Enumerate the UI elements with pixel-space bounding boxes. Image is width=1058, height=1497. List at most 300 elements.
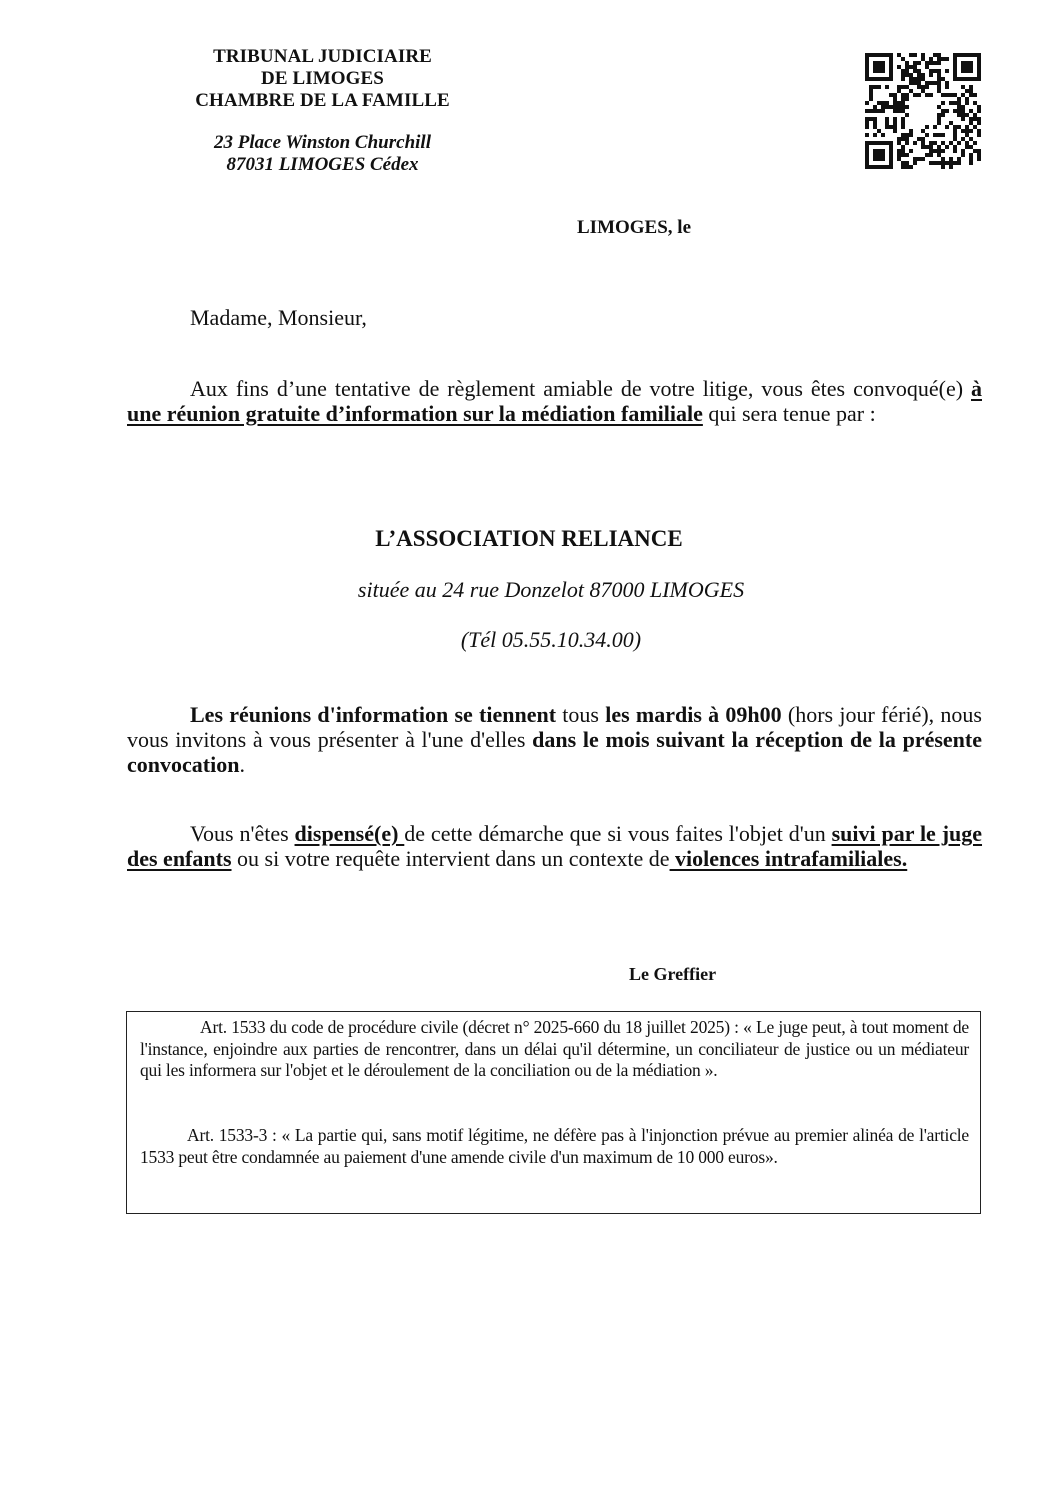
qr-module (953, 93, 957, 97)
qr-module (877, 157, 881, 161)
qr-module (901, 137, 905, 141)
qr-module (897, 53, 901, 57)
qr-module (969, 61, 973, 65)
qr-module (929, 153, 933, 157)
qr-module (953, 129, 957, 133)
qr-module (969, 117, 973, 121)
qr-module (933, 161, 937, 165)
qr-module (925, 65, 929, 69)
qr-module (961, 113, 965, 117)
qr-module (929, 81, 933, 85)
qr-module (925, 61, 929, 65)
qr-module (961, 53, 965, 57)
qr-module (873, 69, 877, 73)
qr-module (961, 85, 965, 89)
qr-module (873, 121, 877, 125)
qr-module (897, 85, 901, 89)
qr-module (965, 133, 969, 137)
qr-module (897, 157, 901, 161)
qr-module (977, 57, 981, 61)
qr-module (933, 53, 937, 57)
qr-module (961, 153, 965, 157)
qr-module (953, 65, 957, 69)
p2-s1: Les réunions d'information se tiennent (190, 702, 557, 727)
qr-module (949, 93, 953, 97)
qr-module (901, 149, 905, 153)
qr-module (901, 101, 905, 105)
qr-module (937, 161, 941, 165)
qr-module (893, 93, 897, 97)
qr-module (933, 149, 937, 153)
qr-module (969, 121, 973, 125)
qr-module (889, 153, 893, 157)
qr-module (957, 101, 961, 105)
qr-module (921, 137, 925, 141)
qr-module (905, 165, 909, 169)
qr-module (977, 157, 981, 161)
qr-module (881, 133, 885, 137)
qr-module (905, 97, 909, 101)
qr-module (969, 157, 973, 161)
qr-module (881, 109, 885, 113)
qr-module (885, 121, 889, 125)
qr-module (965, 77, 969, 81)
court-address-line-2: 87031 LIMOGES Cédex (226, 154, 419, 175)
qr-module (973, 93, 977, 97)
qr-module (865, 133, 869, 137)
qr-module (937, 89, 941, 93)
qr-module (901, 165, 905, 169)
qr-module (909, 129, 913, 133)
qr-module (921, 157, 925, 161)
qr-module (901, 121, 905, 125)
qr-module (913, 65, 917, 69)
qr-module (921, 57, 925, 61)
qr-module (897, 109, 901, 113)
qr-module (901, 125, 905, 129)
qr-module (937, 153, 941, 157)
p1-text-after: qui sera tenue par : (702, 401, 876, 426)
qr-module (877, 101, 881, 105)
qr-module (953, 101, 957, 105)
qr-module (881, 53, 885, 57)
qr-module (877, 129, 881, 133)
qr-module (937, 69, 941, 73)
qr-module (917, 73, 921, 77)
qr-module (917, 93, 921, 97)
convocation-paragraph (127, 376, 982, 426)
qr-module (969, 137, 973, 141)
qr-module (873, 133, 877, 137)
qr-module (901, 93, 905, 97)
qr-module (977, 61, 981, 65)
qr-module (873, 61, 877, 65)
qr-module (937, 113, 941, 117)
qr-module (889, 73, 893, 77)
association-phone: (Tél 05.55.10.34.00) (460, 627, 642, 652)
qr-module (873, 105, 877, 109)
qr-module (917, 77, 921, 81)
qr-module (977, 69, 981, 73)
qr-module (909, 165, 913, 169)
qr-module (921, 77, 925, 81)
qr-module (869, 109, 873, 113)
qr-module (973, 125, 977, 129)
qr-module (889, 57, 893, 61)
qr-module (885, 165, 889, 169)
qr-module (865, 145, 869, 149)
qr-module (921, 141, 925, 145)
qr-module (889, 53, 893, 57)
qr-module (953, 133, 957, 137)
qr-module (941, 161, 945, 165)
qr-module (869, 97, 873, 101)
qr-module (881, 101, 885, 105)
qr-module (977, 105, 981, 109)
qr-module (901, 97, 905, 101)
qr-module (965, 61, 969, 65)
court-name (150, 46, 495, 112)
qr-module (869, 85, 873, 89)
qr-module (969, 53, 973, 57)
date-line: LIMOGES, le (577, 217, 692, 238)
p2-s6: . (239, 752, 245, 777)
qr-module (889, 125, 893, 129)
qr-module (893, 101, 897, 105)
p2-s3: les mardis à 09h00 (605, 702, 782, 727)
salutation: Madame, Monsieur, (190, 305, 367, 330)
qr-module (865, 65, 869, 69)
qr-module (961, 61, 965, 65)
qr-module (965, 141, 969, 145)
qr-module (901, 161, 905, 165)
qr-module (921, 53, 925, 57)
qr-module (929, 73, 933, 77)
qr-module (865, 53, 869, 57)
qr-module (953, 137, 957, 141)
qr-module (913, 61, 917, 65)
qr-module (909, 65, 913, 69)
qr-module (965, 145, 969, 149)
qr-module (889, 157, 893, 161)
qr-module (885, 125, 889, 129)
qr-module (865, 153, 869, 157)
qr-module (933, 61, 937, 65)
qr-module (873, 109, 877, 113)
qr-module (957, 157, 961, 161)
qr-module (897, 153, 901, 157)
qr-module (865, 101, 869, 105)
qr-module (941, 133, 945, 137)
qr-module (869, 117, 873, 121)
qr-module (969, 77, 973, 81)
p2-s4: (hors jour férié), nous vous invitons à vous présenter à l'une d'elles (127, 702, 982, 752)
qr-code-icon (865, 53, 981, 169)
qr-module (885, 117, 889, 121)
qr-module (973, 77, 977, 81)
qr-module (873, 165, 877, 169)
qr-module (925, 85, 929, 89)
qr-module (941, 165, 945, 169)
qr-module (877, 65, 881, 69)
p3-s5: ou si votre requête intervient dans un contexte de (231, 846, 670, 871)
qr-module (881, 165, 885, 169)
qr-module (893, 121, 897, 125)
qr-module (937, 73, 941, 77)
court-line-1: TRIBUNAL JUDICIAIRE (213, 46, 432, 67)
qr-module (977, 65, 981, 69)
qr-module (881, 149, 885, 153)
qr-module (957, 161, 961, 165)
qr-module (957, 105, 961, 109)
qr-module (969, 69, 973, 73)
qr-module (873, 65, 877, 69)
association-address: située au 24 rue Donzelot 87000 LIMOGES (357, 577, 745, 602)
qr-module (965, 69, 969, 73)
qr-module (913, 141, 917, 145)
qr-module (873, 85, 877, 89)
qr-module (865, 141, 869, 145)
qr-module (969, 93, 973, 97)
qr-module (961, 117, 965, 121)
qr-module (977, 109, 981, 113)
qr-module (973, 149, 977, 153)
qr-module (913, 53, 917, 57)
qr-module (941, 113, 945, 117)
qr-module (901, 133, 905, 137)
qr-module (865, 149, 869, 153)
qr-module (929, 141, 933, 145)
qr-module (869, 53, 873, 57)
qr-module (897, 101, 901, 105)
qr-module (969, 65, 973, 69)
qr-module (873, 153, 877, 157)
p3-s1: Vous n'êtes (190, 821, 295, 846)
qr-module (921, 129, 925, 133)
qr-module (917, 81, 921, 85)
qr-module (925, 133, 929, 137)
qr-module (901, 73, 905, 77)
p3-s6: violences intrafamiliales. (669, 846, 908, 871)
qr-module (901, 109, 905, 113)
qr-module (965, 113, 969, 117)
qr-module (877, 153, 881, 157)
qr-module (969, 85, 973, 89)
qr-module (909, 89, 913, 93)
qr-module (881, 153, 885, 157)
qr-module (921, 73, 925, 77)
qr-module (941, 141, 945, 145)
qr-module (869, 89, 873, 93)
qr-module (877, 165, 881, 169)
qr-module (973, 117, 977, 121)
qr-module (877, 109, 881, 113)
qr-module (953, 69, 957, 73)
qr-module (913, 69, 917, 73)
qr-module (873, 53, 877, 57)
qr-module (945, 125, 949, 129)
qr-module (929, 93, 933, 97)
signature-label: Le Greffier (629, 964, 717, 984)
qr-module (961, 137, 965, 141)
qr-module (877, 85, 881, 89)
exemption-paragraph (127, 821, 982, 871)
qr-module (945, 109, 949, 113)
qr-module (869, 77, 873, 81)
qr-module (905, 105, 909, 109)
qr-module (865, 165, 869, 169)
qr-module (949, 121, 953, 125)
qr-module (865, 117, 869, 121)
qr-module (881, 141, 885, 145)
qr-module (885, 101, 889, 105)
qr-module (969, 161, 973, 165)
qr-module (881, 61, 885, 65)
qr-module (881, 69, 885, 73)
qr-module (945, 93, 949, 97)
qr-module (877, 53, 881, 57)
qr-module (961, 69, 965, 73)
qr-module (937, 85, 941, 89)
qr-module (953, 125, 957, 129)
qr-module (945, 145, 949, 149)
qr-module (881, 105, 885, 109)
court-line-3: CHAMBRE DE LA FAMILLE (195, 90, 450, 111)
qr-module (921, 145, 925, 149)
qr-module (973, 101, 977, 105)
qr-module (929, 149, 933, 153)
qr-module (889, 77, 893, 81)
qr-module (889, 65, 893, 69)
qr-module (917, 137, 921, 141)
qr-module (873, 141, 877, 145)
qr-module (881, 65, 885, 69)
qr-module (933, 133, 937, 137)
qr-module (901, 77, 905, 81)
qr-module (885, 141, 889, 145)
qr-module (921, 89, 925, 93)
qr-module (905, 93, 909, 97)
qr-module (905, 85, 909, 89)
qr-module (937, 149, 941, 153)
qr-module (961, 149, 965, 153)
qr-module (977, 129, 981, 133)
qr-module (949, 165, 953, 169)
qr-module (869, 141, 873, 145)
qr-module (865, 77, 869, 81)
qr-module (929, 145, 933, 149)
qr-module (945, 85, 949, 89)
qr-module (885, 105, 889, 109)
qr-module (973, 141, 977, 145)
qr-module (897, 137, 901, 141)
qr-module (889, 161, 893, 165)
qr-module (941, 149, 945, 153)
qr-module (937, 121, 941, 125)
association-name: L’ASSOCIATION RELIANCE (375, 526, 683, 551)
qr-module (865, 157, 869, 161)
qr-module (945, 161, 949, 165)
qr-module (881, 77, 885, 81)
qr-module (977, 77, 981, 81)
qr-module (905, 133, 909, 137)
qr-module (873, 157, 877, 161)
qr-module (957, 141, 961, 145)
qr-module (865, 125, 869, 129)
qr-module (889, 93, 893, 97)
qr-module (969, 129, 973, 133)
qr-module (905, 141, 909, 145)
qr-module (885, 53, 889, 57)
qr-module (873, 149, 877, 153)
qr-module (961, 77, 965, 81)
qr-module (973, 53, 977, 57)
qr-module (937, 117, 941, 121)
p2-s5: dans le mois suivant la réception de la présente convocation (127, 727, 982, 777)
qr-module (965, 65, 969, 69)
qr-module (937, 57, 941, 61)
qr-module (917, 69, 921, 73)
qr-module (865, 121, 869, 125)
court-address (150, 132, 495, 176)
p3-s3: de cette démarche que si vous faites l'objet d'un (404, 821, 832, 846)
qr-module (953, 161, 957, 165)
article-1533-3 (140, 1125, 969, 1168)
qr-module (953, 109, 957, 113)
qr-module (949, 141, 953, 145)
qr-module (893, 97, 897, 101)
qr-module (889, 105, 893, 109)
qr-module (901, 57, 905, 61)
qr-module (877, 61, 881, 65)
qr-module (965, 129, 969, 133)
qr-module (977, 73, 981, 77)
qr-module (921, 85, 925, 89)
p3-s2: dispensé(e) (294, 821, 405, 846)
qr-module (977, 121, 981, 125)
qr-module (929, 61, 933, 65)
qr-module (893, 105, 897, 109)
qr-module (929, 161, 933, 165)
qr-module (925, 125, 929, 129)
qr-module (945, 69, 949, 73)
qr-module (905, 65, 909, 69)
qr-module (905, 137, 909, 141)
qr-module (913, 77, 917, 81)
qr-module (929, 57, 933, 61)
qr-module (901, 153, 905, 157)
qr-module (937, 61, 941, 65)
qr-module (893, 129, 897, 133)
qr-module (961, 93, 965, 97)
qr-module (969, 153, 973, 157)
qr-module (905, 73, 909, 77)
article-1533-3-text: Art. 1533-3 : « La partie qui, sans motif légitime, ne défère pas à l'injonction prévue au premier alinéa de l'article 1533 peut être condamnée au paiement d'une amende civile d'un maximum de 10 000 euros». (140, 1125, 969, 1167)
qr-module (913, 93, 917, 97)
qr-module (961, 65, 965, 69)
qr-module (953, 145, 957, 149)
qr-module (937, 81, 941, 85)
qr-module (933, 81, 937, 85)
qr-module (865, 73, 869, 77)
qr-module (953, 61, 957, 65)
qr-module (917, 85, 921, 89)
qr-module (865, 61, 869, 65)
qr-module (961, 105, 965, 109)
qr-module (953, 149, 957, 153)
qr-module (873, 125, 877, 129)
qr-module (889, 61, 893, 65)
